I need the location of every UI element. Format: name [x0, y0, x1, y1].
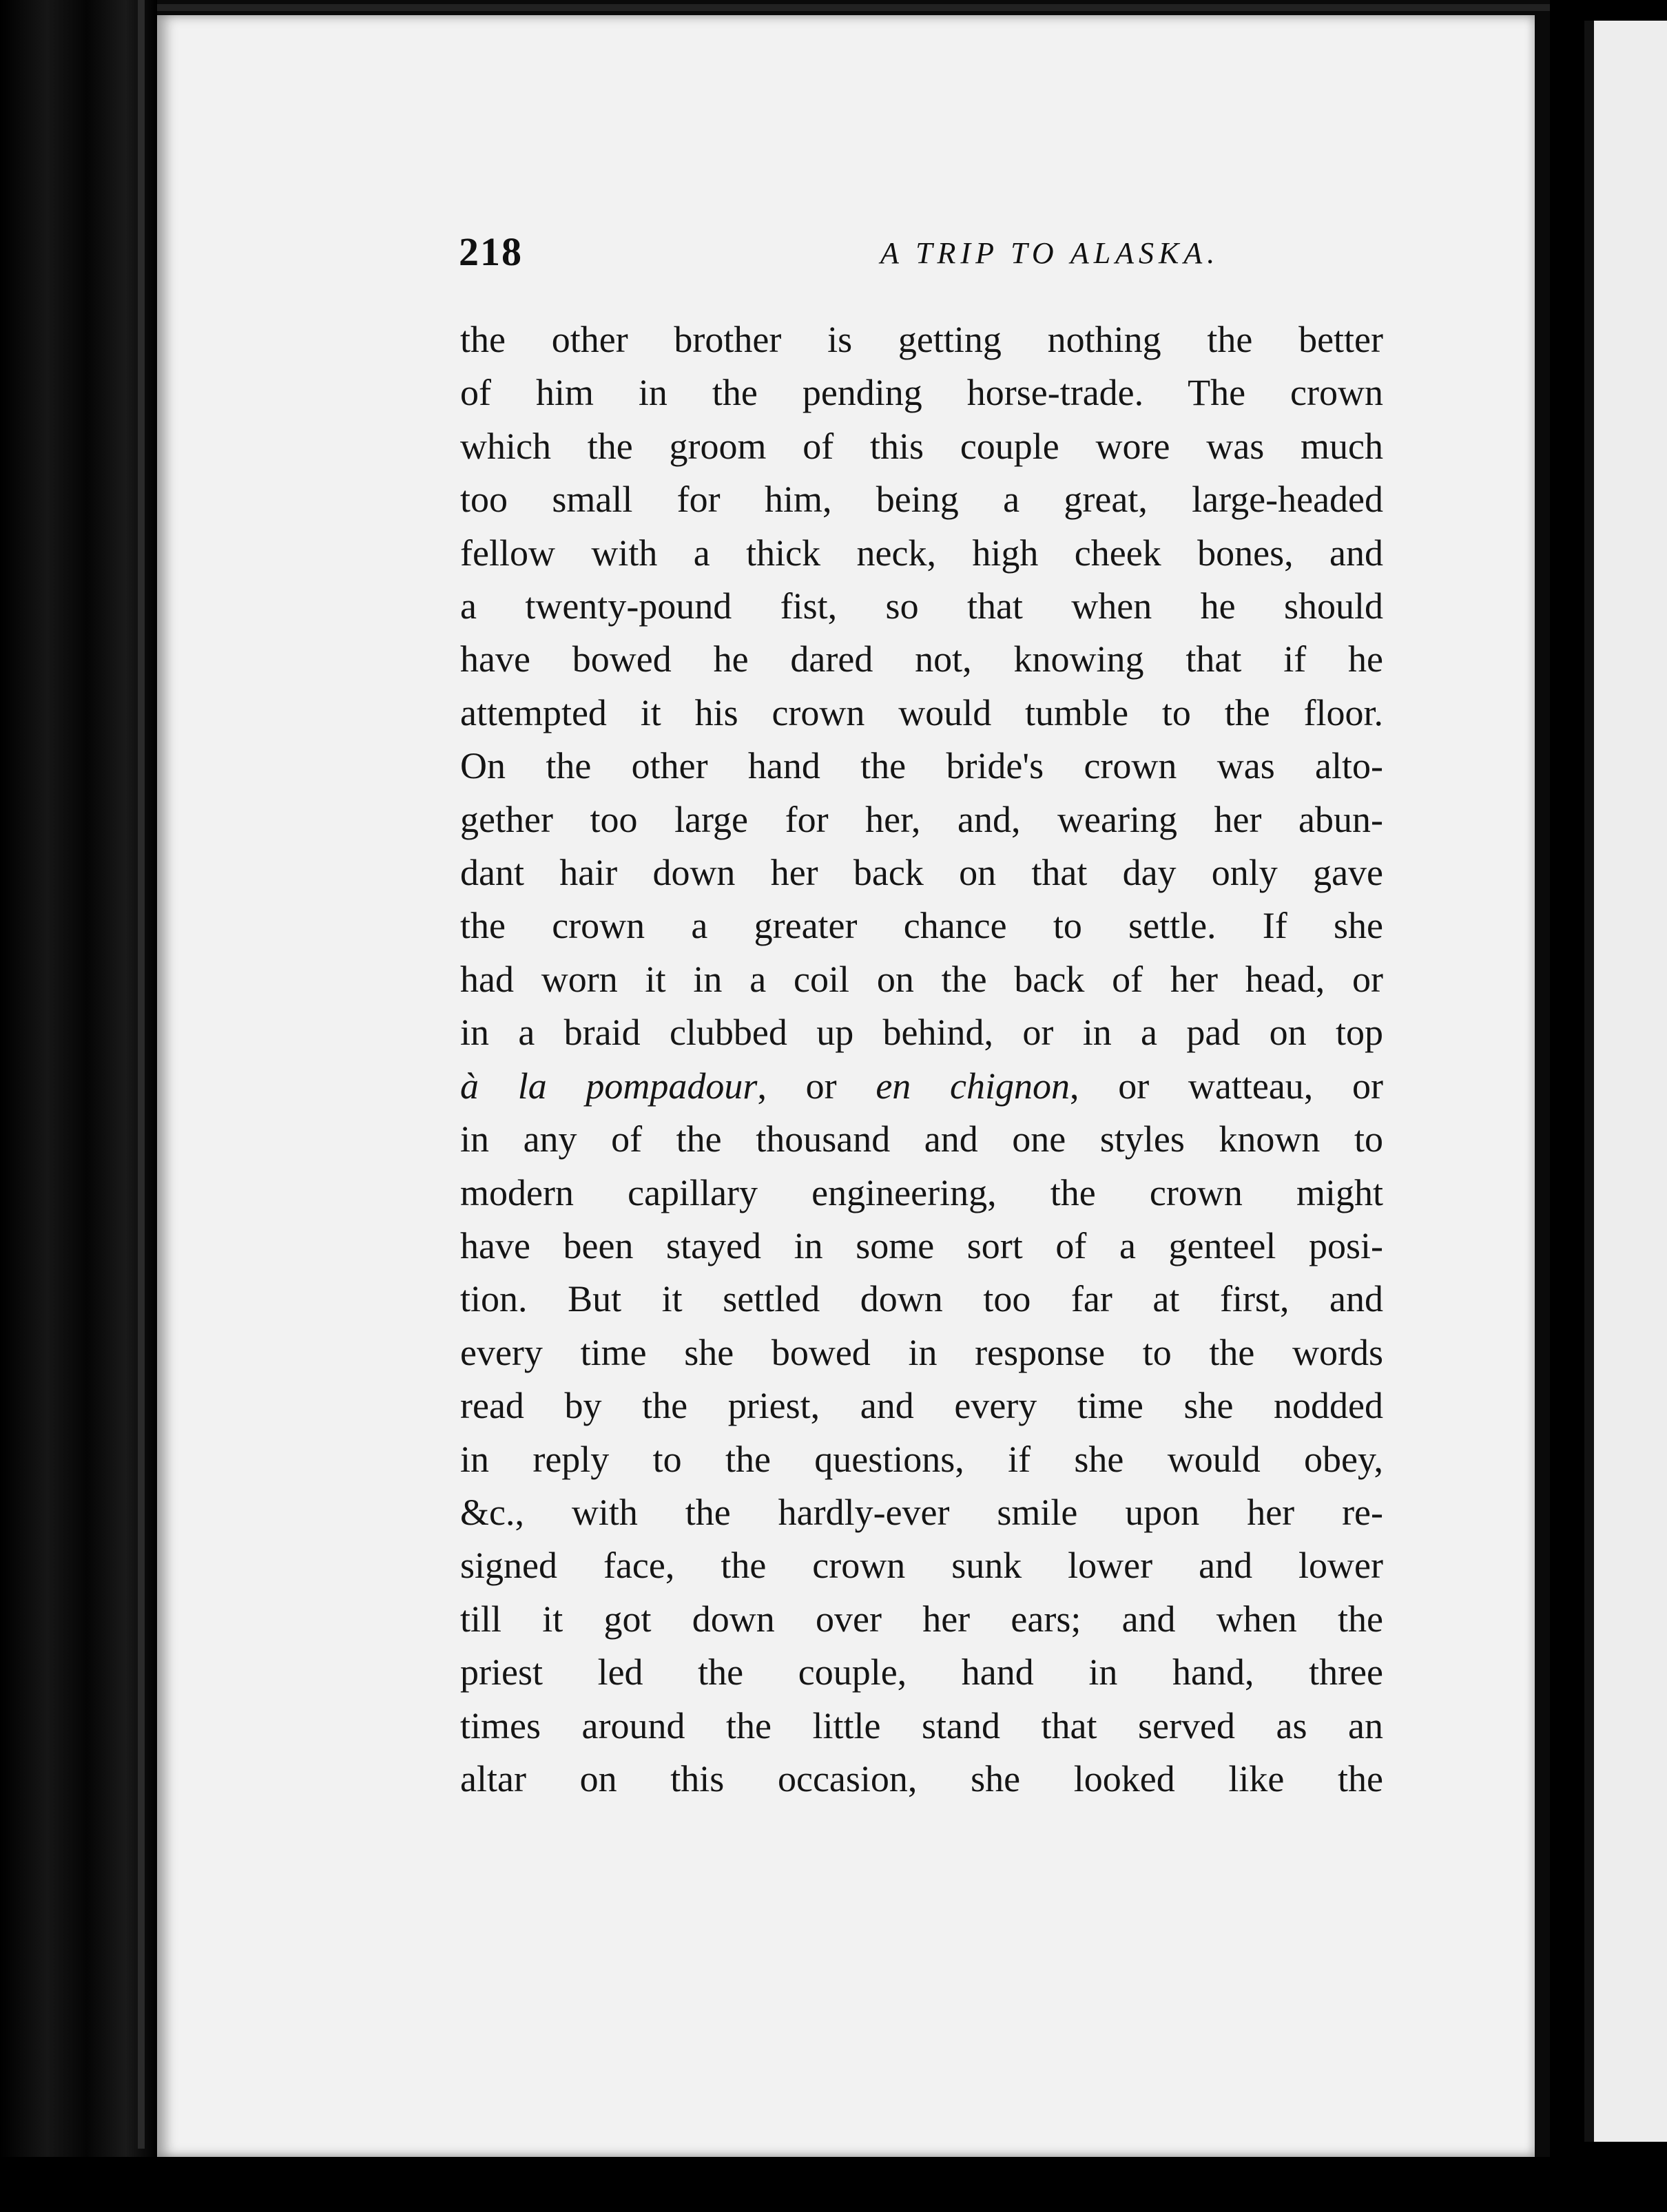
text-fragment: , or	[757, 1065, 876, 1107]
text-line: &c., with the hardly-ever smile upon her re-	[460, 1491, 1383, 1533]
text-line: the other brother is getting nothing the better	[460, 319, 1383, 360]
text-line: have bowed he dared not, knowing that if he	[460, 638, 1383, 680]
text-line: attempted it his crown would tumble to the floor.	[460, 691, 1383, 733]
text-fragment: , or watteau, or	[1070, 1065, 1383, 1107]
text-line: tion. But it settled down too far at first, and	[460, 1278, 1383, 1320]
text-line-mixed	[460, 1060, 1383, 1113]
book-binding-edge	[0, 0, 157, 2212]
italic-phrase: à la pompadour	[460, 1065, 758, 1107]
page-number: 218	[459, 229, 523, 274]
italic-phrase: en chignon	[876, 1065, 1070, 1107]
text-line: On the other hand the bride's crown was alto-	[460, 745, 1383, 787]
text-line: too small for him, being a great, large-headed	[460, 479, 1383, 521]
bottom-scan-border	[0, 2157, 1667, 2212]
text-line: altar on this occasion, she looked like the	[460, 1757, 1383, 1799]
text-line: which the groom of this couple wore was much	[460, 425, 1383, 467]
text-line: the crown a greater chance to settle. If she	[460, 905, 1383, 947]
text-line: had worn it in a coil on the back of her head, or	[460, 958, 1383, 1000]
text-line: of him in the pending horse-trade. The crown	[460, 372, 1383, 414]
text-line: have been stayed in some sort of a genteel posi-	[460, 1224, 1383, 1266]
page-header	[303, 229, 1378, 284]
text-line: in a braid clubbed up behind, or in a pad on top	[460, 1012, 1383, 1054]
text-line: signed face, the crown sunk lower and lower	[460, 1545, 1383, 1587]
text-line: dant hair down her back on that day only gave	[460, 852, 1383, 894]
text-line: in any of the thousand and one styles known to	[460, 1118, 1383, 1160]
binding-shadow	[138, 0, 145, 2149]
page-top-border	[157, 4, 1576, 11]
running-title: A TRIP TO ALASKA.	[880, 236, 1220, 270]
text-line: gether too large for her, and, wearing her abun-	[460, 798, 1383, 840]
text-line: till it got down over her ears; and when the	[460, 1598, 1383, 1640]
text-line: every time she bowed in response to the words	[460, 1331, 1383, 1373]
text-line: priest led the couple, hand in hand, three	[460, 1651, 1383, 1693]
facing-page-edge	[1584, 21, 1667, 2142]
text-line: fellow with a thick neck, high cheek bones, and	[460, 532, 1383, 574]
body-text	[460, 313, 1383, 1806]
text-line: read by the priest, and every time she nodded	[460, 1385, 1383, 1427]
text-line: modern capillary engineering, the crown might	[460, 1171, 1383, 1213]
text-line: a twenty-pound fist, so that when he should	[460, 585, 1383, 627]
text-line: in reply to the questions, if she would obey,	[460, 1438, 1383, 1480]
text-line: times around the little stand that served as an	[460, 1704, 1383, 1746]
